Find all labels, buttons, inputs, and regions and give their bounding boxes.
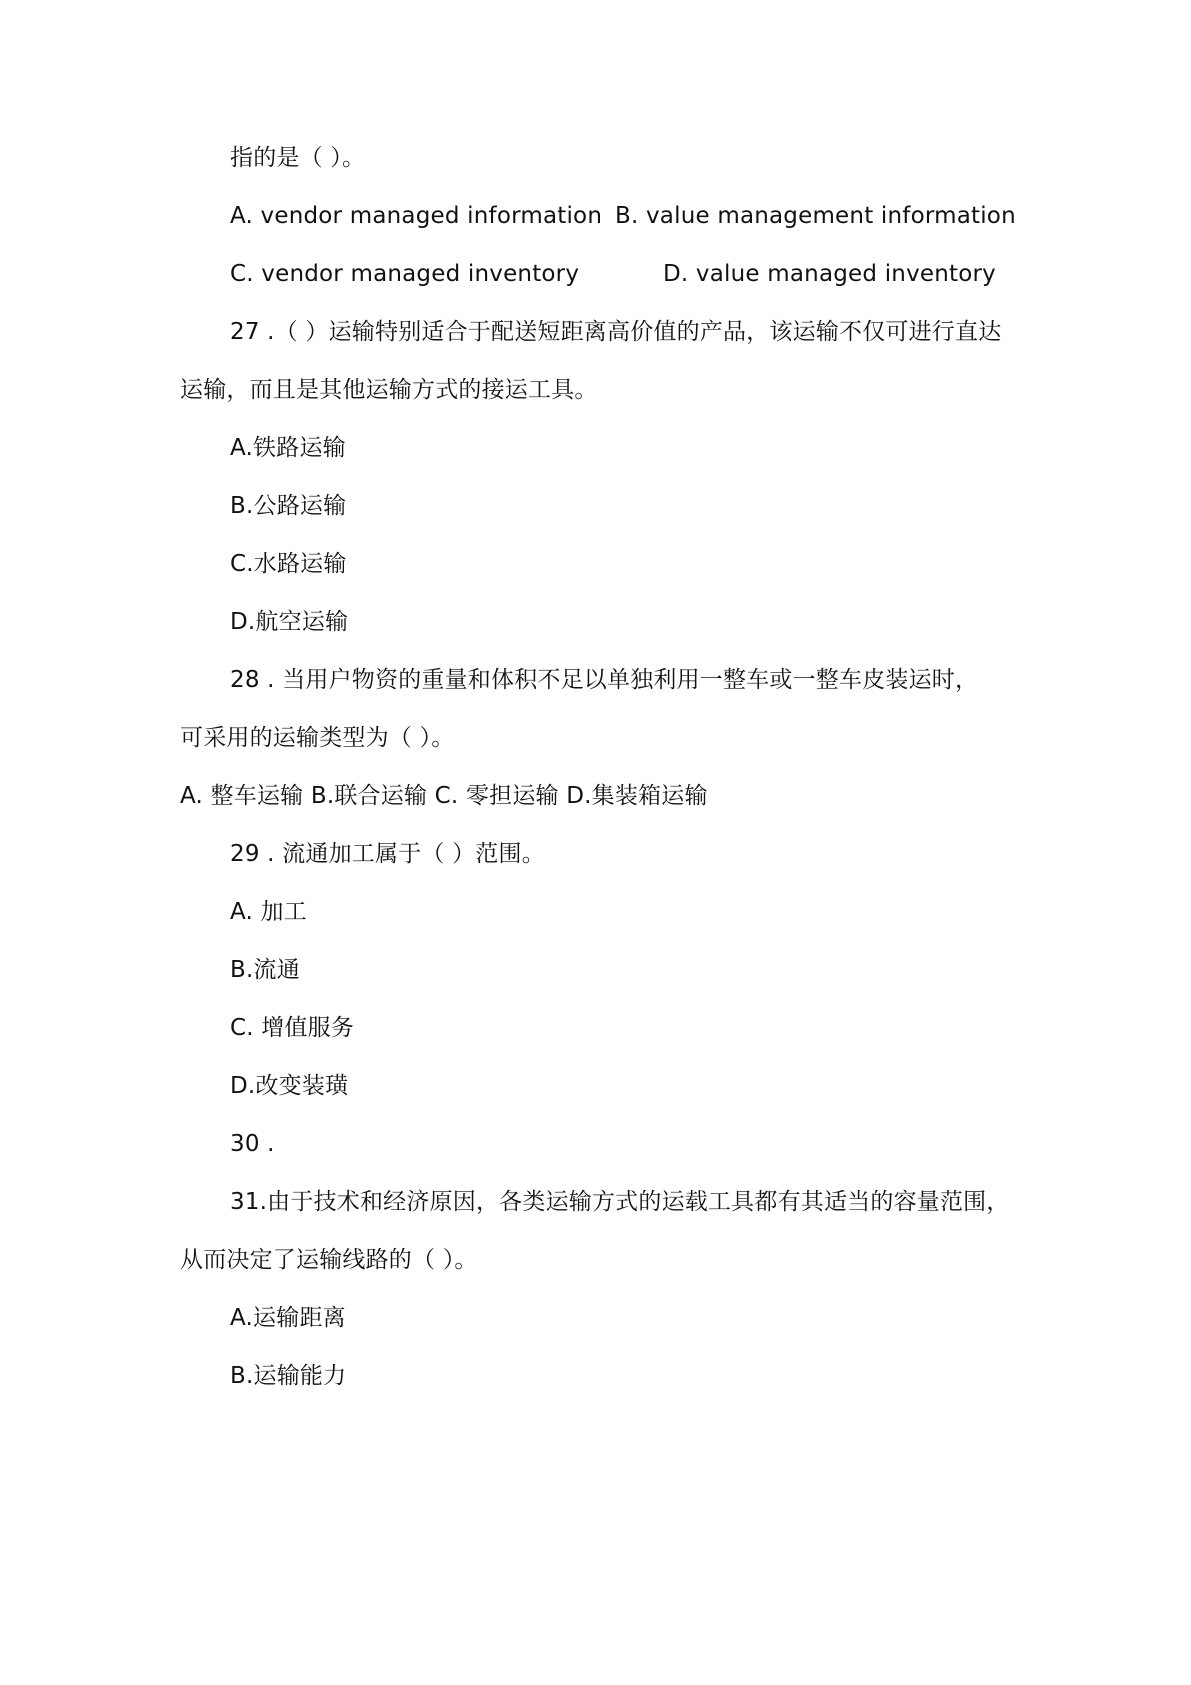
question-27-stem-line-2: 运输，而且是其他运输方式的接运工具。 — [180, 377, 598, 403]
question-31-stem-line-1: 31.由于技术和经济原因，各类运输方式的运载工具都有其适当的容量范围， — [230, 1189, 1010, 1215]
question-27-option-c: C.水路运输 — [230, 551, 347, 577]
question-26-option-a: A. vendor managed information — [230, 203, 603, 229]
question-27-stem-line-1: 27 .（ ）运输特别适合于配送短距离高价值的产品，该运输不仅可进行直达 — [230, 319, 1002, 345]
question-30-number: 30 . — [230, 1131, 275, 1157]
question-31-option-a: A.运输距离 — [230, 1305, 346, 1331]
question-26-option-c: C. vendor managed inventory — [230, 261, 580, 287]
question-31-option-b: B.运输能力 — [230, 1363, 347, 1389]
question-31-stem-line-2: 从而决定了运输线路的（ ）。 — [180, 1247, 478, 1273]
question-29-option-d: D.改变装璜 — [230, 1073, 349, 1099]
question-26-option-d: D. value managed inventory — [663, 261, 996, 287]
question-27-option-b: B.公路运输 — [230, 493, 347, 519]
question-28-stem-line-2: 可采用的运输类型为（ ）。 — [180, 725, 455, 751]
question-28-options: A. 整车运输 B.联合运输 C. 零担运输 D.集装箱运输 — [180, 783, 708, 809]
question-27-option-d: D.航空运输 — [230, 609, 349, 635]
question-29-stem: 29 . 流通加工属于（ ）范围。 — [230, 841, 545, 867]
question-28-stem-line-1: 28 . 当用户物资的重量和体积不足以单独利用一整车或一整车皮装运时， — [230, 667, 979, 693]
question-29-option-c: C. 增值服务 — [230, 1015, 355, 1041]
question-29-option-b: B.流通 — [230, 957, 300, 983]
question-29-option-a: A. 加工 — [230, 899, 307, 925]
question-27-option-a: A.铁路运输 — [230, 435, 346, 461]
question-26-stem-end: 指的是（ ）。 — [230, 145, 366, 171]
question-26-option-b: B. value management information — [615, 203, 1016, 229]
